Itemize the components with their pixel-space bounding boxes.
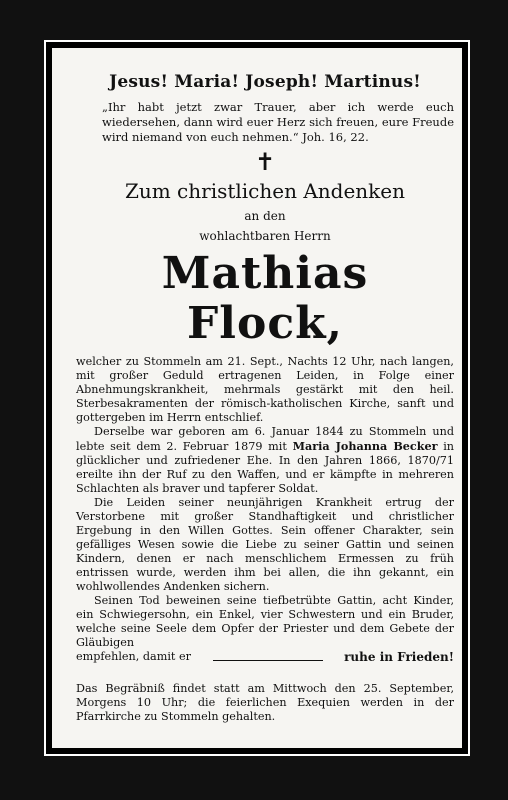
- divider-rule: [213, 660, 323, 661]
- heading: Zum christlichen Andenken: [124, 179, 406, 203]
- life-text-b: in glücklicher und zufriedener Ehe. In den Jahren 1866, 1870/71 ereilte ihn der Ruf zu den Waffen, und er kämpfte in mehreren Schlachten als braver und tapferer Soldat.: [76, 440, 454, 495]
- quote-text: „Ihr habt jetzt zwar Trauer, aber ich werde euch wiedersehen, dann wird euer Herz sich freuen, eure Freude wird niemand von euch nehmen.“: [102, 100, 454, 144]
- paragraph-mourners: Seinen Tod beweinen seine tiefbetrübte Gattin, acht Kinder, ein Schwiegersohn, ein Enkel, vier Schwestern und ein Bruder, welche seine Seele dem Opfer der Priester und dem Gebete der Gläubigen: [76, 594, 454, 649]
- rest-right: ruhe in Frieden!: [344, 650, 454, 664]
- obituary-text: [76, 355, 454, 664]
- rest-left: empfehlen, damit er: [76, 650, 191, 663]
- life-text-a: Derselbe war geboren am 6. Januar 1844 zu Stommeln und lebte seit dem 2. Februar 1879 mit: [76, 425, 454, 453]
- card-paper: [44, 40, 470, 756]
- paragraph-death: welcher zu Stommeln am 21. Sept., Nachts 12 Uhr, nach langen, mit großer Geduld ertragenen Leiden, in Folge einer Abnehmungskrankheit, mehrmals gestärkt mit den heil. Sterbesakramenten der römisch-katholischen Kirche, sanft und gottergeben im Herrn entschlief.: [76, 355, 454, 424]
- an-den-line: an den: [244, 209, 286, 223]
- quote-reference: Joh. 16, 22.: [302, 130, 369, 144]
- paragraph-life: [76, 425, 454, 496]
- bible-quote: [76, 100, 454, 145]
- deceased-name: Mathias Flock,: [161, 248, 369, 349]
- funeral-notice: Das Begräbniß findet statt am Mittwoch den 25. September, Morgens 10 Uhr; die feierlichen Exequien werden in der Pfarrkirche zu Stommeln gehalten.: [76, 682, 454, 723]
- paragraph-illness: Die Leiden seiner neunjährigen Krankheit ertrug der Verstorbene mit großer Standhaftigkeit und christlicher Ergebung in den Willen Gottes. Sein offener Charakter, sein gefälliges Wesen sowie die Liebe zu seiner Gattin und seinen Kindern, denen er nach menschlichem Ermessen zu früh entrissen wurde, werden ihm bei allen, die ihn gekannt, ein wohlwollendes Andenken sichern.: [76, 496, 454, 593]
- invocation: Jesus! Maria! Joseph! Martinus!: [109, 72, 421, 92]
- honorific-line: wohlachtbaren Herrn: [199, 229, 331, 243]
- card-content: [76, 62, 454, 724]
- cross-icon: ✝: [254, 148, 276, 176]
- wife-name: Maria Johanna Becker: [292, 439, 438, 453]
- rest-in-peace-line: [76, 650, 454, 664]
